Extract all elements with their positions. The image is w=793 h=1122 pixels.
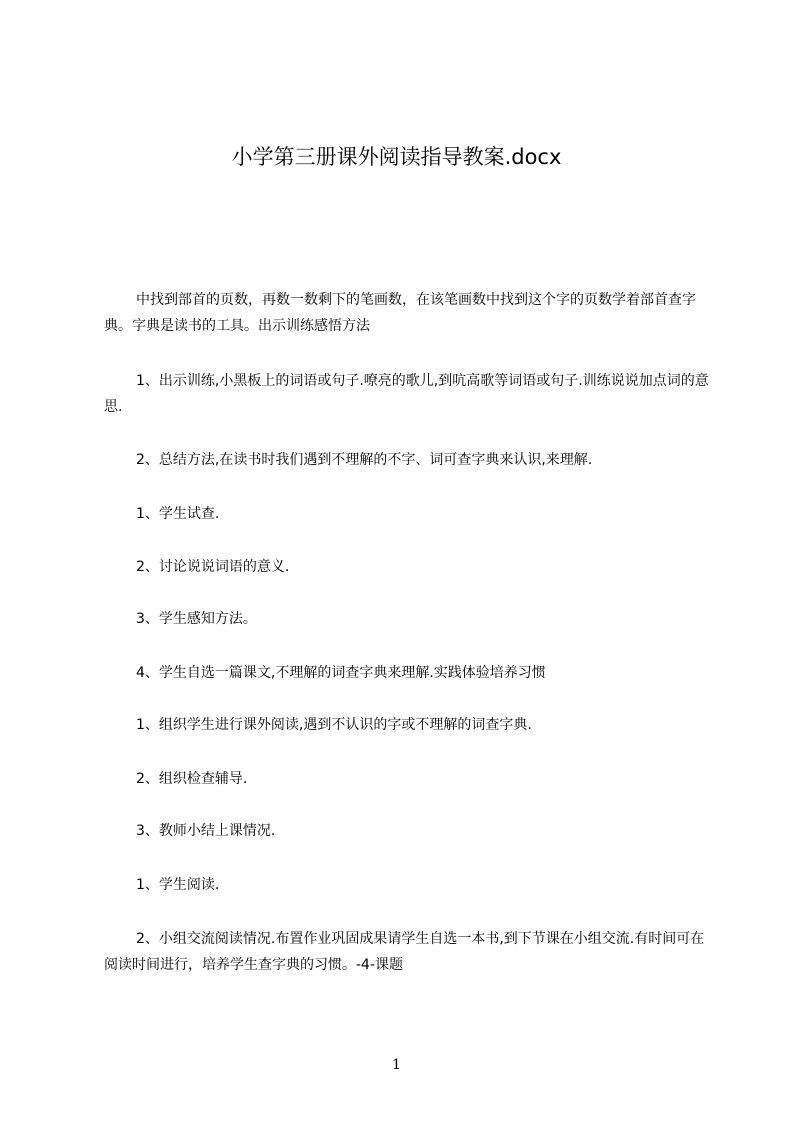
paragraph-12: 2、小组交流阅读情况.布置作业巩固成果请学生自选一本书,到下节课在小组交流.有时间可在阅读时间进行，培养学生查字典的习惯。-4-课题: [104, 931, 705, 973]
paragraph-11: 1、学生阅读.: [136, 877, 220, 893]
paragraph-7: 4、学生自选一篇课文,不理解的词查字典来理解.实践体验培养习惯: [136, 665, 546, 681]
paragraph-4: 1、学生试查.: [136, 506, 220, 522]
paragraph-1: 中找到部首的页数，再数一数剩下的笔画数，在该笔画数中找到这个字的页数学着部首查字典。字典是读书的工具。出示训练感悟方法: [104, 292, 696, 334]
paragraph-9: 2、组织检查辅导.: [136, 771, 248, 787]
paragraph-10: 3、教师小结上课情况.: [136, 823, 276, 839]
page-number: 1: [392, 1057, 401, 1073]
paragraph-6: 3、学生感知方法。: [136, 611, 257, 627]
paragraph-3: 2、总结方法,在读书时我们遇到不理解的不字、词可查字典来认识,来理解.: [136, 452, 593, 468]
paragraph-8: 1、组织学生进行课外阅读,遇到不认识的字或不理解的词查字典.: [136, 717, 532, 733]
paragraph-5: 2、讨论说说词语的意义.: [136, 559, 290, 575]
paragraph-2: 1、出示训练,小黑板上的词语或句子.嘹亮的歌儿,到吭高歌等词语或句子.训练说说加点词的意思.: [104, 373, 709, 415]
document-title: 小学第三册课外阅读指导教案.docx: [231, 145, 562, 169]
